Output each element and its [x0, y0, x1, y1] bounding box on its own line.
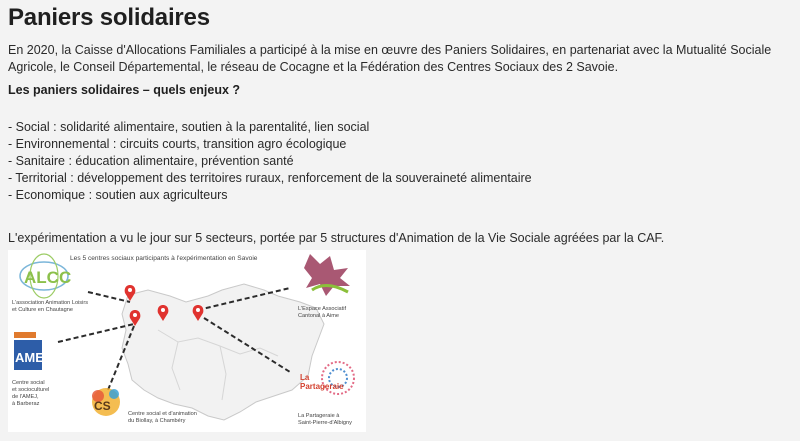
issues-list	[8, 119, 532, 204]
list-item: - Territorial : développement des territoires ruraux, renforcement de la souveraineté alimentaire	[8, 171, 532, 185]
center-label: et socioculturel	[12, 387, 50, 393]
svg-text:CS: CS	[94, 399, 111, 413]
center-label: du Biollay, à Chambéry	[128, 418, 186, 424]
svg-text:Partageraie: Partageraie	[300, 382, 344, 391]
center-label: Cantonal à Aime	[298, 313, 340, 319]
svg-text:ALCC: ALCC	[24, 268, 72, 287]
center-label: L'Espace Associatif	[298, 306, 347, 312]
intro-paragraph	[8, 42, 771, 76]
figure-heading: Les 5 centres sociaux participants à l'expérimentation en Savoie	[70, 255, 258, 262]
center-label: Saint-Pierre-d'Albigny	[298, 420, 352, 426]
intro-line-1: En 2020, la Caisse d'Allocations Familiales a participé à la mise en œuvre des Paniers Solidaires, en partenariat avec la Mutualité Sociale	[8, 43, 772, 57]
experiment-paragraph: L'expérimentation a vu le jour sur 5 secteurs, portée par 5 structures d'Animation de la Vie Sociale agréées par la CAF.	[8, 231, 665, 245]
list-item: - Social : solidarité alimentaire, soutien à la parentalité, lien social	[8, 120, 370, 134]
route-line	[88, 292, 130, 302]
list-item: - Economique : soutien aux agriculteurs	[8, 188, 228, 202]
intro-line-2: Agricole, le Conseil Départemental, le réseau de Cocagne et la Fédération des Centres Sociaux des 2 Savoie.	[8, 60, 619, 74]
center-label: à Barberaz	[12, 401, 40, 407]
center-label: Centre social et d'animation	[128, 411, 197, 417]
list-item: - Environnemental : circuits courts, transition agro écologique	[8, 137, 347, 151]
center-label: de l'AMEJ,	[12, 394, 39, 400]
svg-text:La: La	[300, 373, 310, 382]
centers-map	[8, 250, 366, 432]
center-label: et Culture en Chautagne	[12, 307, 73, 313]
alcc-logo	[20, 254, 71, 298]
list-item: - Sanitaire : éducation alimentaire, prévention santé	[8, 154, 294, 168]
center-label: L'association Animation Loisirs	[12, 300, 89, 306]
route-line	[58, 324, 134, 342]
centre-social-biollay-logo	[92, 388, 120, 416]
svg-text:AMEJ: AMEJ	[15, 350, 52, 365]
espace-associatif-logo	[304, 254, 350, 296]
page-title: Paniers solidaires	[8, 4, 210, 31]
center-label: La Partageraie à	[298, 413, 340, 419]
centers-map-figure	[8, 250, 366, 432]
section-subtitle: Les paniers solidaires – quels enjeux ?	[8, 83, 241, 97]
amej-logo	[14, 332, 51, 370]
center-label: Centre social	[12, 380, 45, 386]
